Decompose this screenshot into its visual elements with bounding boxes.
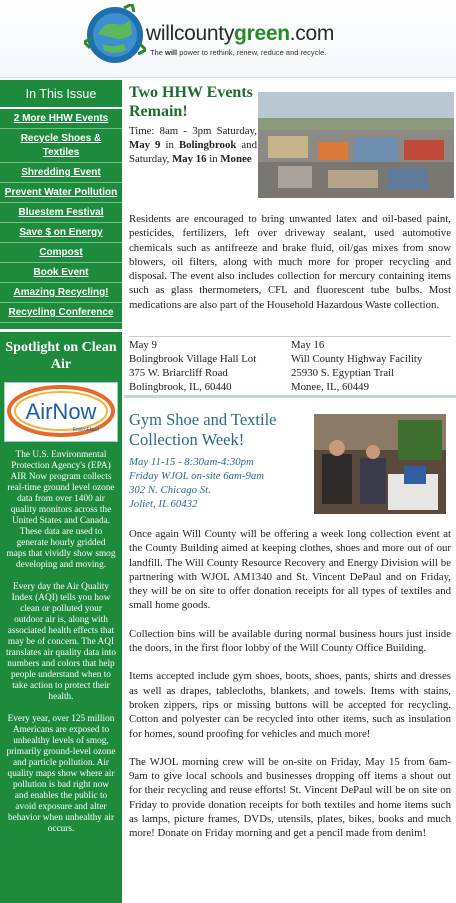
spotlight-title: Spotlight on Clean Air: [0, 329, 122, 378]
textile-article-body: [129, 527, 451, 855]
svg-text:AirNow: AirNow: [25, 399, 97, 424]
hhw-event-photo: [258, 92, 454, 198]
hhw-event-times: Time: 8am - 3pm Saturday, May 9 in Bolingbrook and Saturday, May 16 in Monee: [129, 125, 257, 165]
link-compost[interactable]: Compost: [39, 247, 83, 258]
spotlight-text: [0, 442, 122, 835]
link-recycling-conference[interactable]: Recycling Conference: [8, 307, 114, 318]
spotlight-paragraph: Every year, over 125 million Americans are exposed to unhealthy levels of smog, primarily ground-level ozone and particle pollution. Air quality maps show where air pollution is bad right now and enables the public to avoid exposure and alter behavior when unhealthy air occurs.: [6, 714, 116, 834]
issue-link-item: [0, 163, 122, 183]
issue-link-item: [0, 223, 122, 243]
link-shredding-event[interactable]: Shredding Event: [21, 167, 101, 178]
sidebar-title: In This Issue: [0, 80, 122, 109]
issue-link-item: [0, 283, 122, 303]
article-paragraph: Items accepted include gym shoes, boots, shoes, pants, shirts and dresses as well as drapes, tablecloths, blankets, and towels. Items with stains, broken zippers, rips or missing buttons will be accepted for recycling. Cotton and polyester can be recycled into other items, such as insulation for homes, sound proofing for vehicles and much more!: [129, 670, 451, 740]
brand-tagline: The will power to rethink, renew, reduce and recycle.: [150, 48, 327, 57]
hhw-article-title: Two HHW Events Remain!: [129, 84, 253, 120]
site-header: [0, 0, 456, 78]
airnow-logo: [4, 382, 118, 442]
textile-article-title: Gym Shoe and Textile Collection Week!: [129, 410, 277, 449]
issue-link-item: [0, 203, 122, 223]
spotlight-paragraph: The U.S. Environmental Protection Agency's (EPA) AIR Now program collects real-time ground level ozone data from over 1400 air quality monitors across the United States and Canada. These data are used to generate hourly gridded maps that vividly show smog developing and moving.: [6, 450, 116, 570]
issue-link-item: [0, 243, 122, 263]
article-paragraph: The WJOL morning crew will be on-site on Friday, May 15 from 6am-9am to give local schools and businesses dropping off items a shout out for their recycling and reuse efforts! St. Vincent DePaul will be on site on Friday to provide donation receipts for both textiles and home items such as lamps, picture frames, DVDs, utensils, plates, bikes, books and much more! Donate on Friday morning and get a pencil made from denim!: [129, 755, 451, 840]
location-monee: May 16 Will County Highway Facility 25930 S. Egyptian Trail Monee, IL, 60449: [291, 339, 423, 393]
textile-article: [124, 402, 456, 903]
issue-link-item: [0, 129, 122, 163]
link-recycle-shoes[interactable]: Recycle Shoes & Textiles: [20, 133, 102, 158]
issue-links: [0, 109, 122, 323]
issue-link-item: [0, 263, 122, 283]
airnow-logo-graphic: [5, 383, 117, 441]
hhw-locations: [129, 336, 451, 393]
main-content: [124, 80, 456, 903]
sidebar: [0, 80, 122, 903]
svg-text:EnviroFlash: EnviroFlash: [72, 427, 99, 433]
link-amazing-recycling[interactable]: Amazing Recycling!: [13, 287, 109, 298]
brand-wordmark: willcountygreen.com: [146, 22, 335, 45]
textile-event-details: May 11-15 - 8:30am-4:30pm Friday WJOL on-site 6am-9am 302 N. Chicago St. Joliet, IL 60432: [129, 456, 265, 510]
link-bluestem-festival[interactable]: Bluestem Festival: [18, 207, 104, 218]
article-paragraph: Once again Will County will be offering a week long collection event at the County Building aimed at keeping clothes, shoes and more out of our landfill. The Will County Resource Recovery and Energy Division will be partnering with WJOL AM1340 and St. Vincent DePaul and on Friday, they will be on site to offer donation receipts for all types of textiles and small home goods.: [129, 528, 451, 612]
link-hhw-events[interactable]: 2 More HHW Events: [13, 113, 109, 124]
issue-link-item: [0, 109, 122, 129]
globe-logo-icon: [84, 4, 146, 66]
link-water-pollution[interactable]: Prevent Water Pollution: [4, 187, 118, 198]
issue-link-item: [0, 303, 122, 323]
textile-event-photo: [314, 414, 446, 514]
issue-link-item: [0, 183, 122, 203]
hhw-article: [124, 80, 456, 398]
hhw-article-body: Residents are encouraged to bring unwanted latex and oil-based paint, pesticides, fertilizers, left over driveway sealant, used automotive chemicals such as antifreeze and brake fluid, oil/gas mixes from snow blowers, oil filters, along with much more for proper recycling and disposal. The event also includes collection for mercury containing items such as glass thermometers, CFL and fluorescent tube bulbs. Most medications are also part of the Household Hazardous Waste collection.: [129, 213, 451, 311]
spotlight-paragraph: Every day the Air Quality Index (AQI) tells you how clean or polluted your outdoor air is, along with associated health effects that may be of concern. The AQI translates air quality data into numbers and colors that help people understand when to take action to protect their health.: [6, 582, 116, 702]
article-paragraph: Collection bins will be available during normal business hours just inside the doors, in the first floor lobby of the Will County Office Building.: [129, 627, 451, 655]
link-book-event[interactable]: Book Event: [33, 267, 89, 278]
link-save-energy[interactable]: Save $ on Energy: [19, 227, 103, 238]
location-bolingbrook: May 9 Bolingbrook Village Hall Lot 375 W. Briarcliff Road Bolingbrook, IL, 60440: [129, 339, 257, 393]
